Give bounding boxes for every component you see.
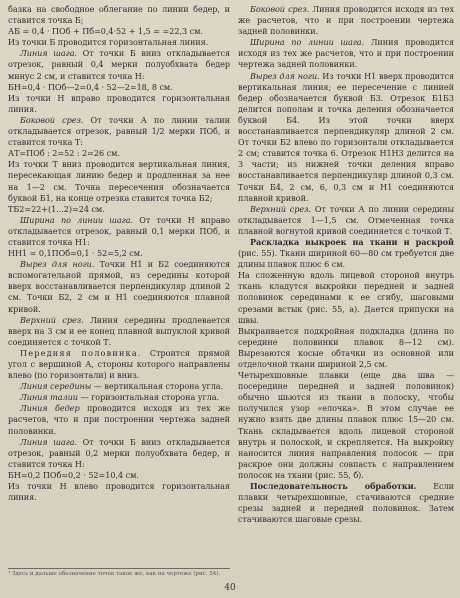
paragraph: Последовательность обработки. Если плавки четырехшовные, стачиваются средние срезы задней и передней половинок. Затем стачиваются шаговые срезы. [238,481,454,525]
paragraph: Ширина по линии шага. Линия проводится исходя из тех же расчетов, что и при построении чертежа задней половинки. [238,37,455,70]
paragraph: Верхний срез. От точки А по линии середины откладывается 1—1,5 см. Отмеченная точка плавной вогнутой кривой соединяется с точкой Т. [238,203,454,236]
left-column [8,4,230,503]
footnote: ¹ Здесь и дальше обозначение точек такое же, как на чертеже (рис. 54). [8,568,230,578]
paragraph: АБ = 0,4 · ПОб + Пб=0,4·52 + 1,5 = =22,3 см. [8,26,203,37]
paragraph-lead: Последовательность обработки. [250,481,417,492]
paragraph: Линия шага. От точки Б вниз откладывается отрезок, равный 0,4 мерки полуобхвата бедер минус 2 см, и ставится точка Н: [8,48,231,81]
paragraph-lead: Ширина по линии шага. [250,37,365,48]
paragraph: Линия талии — горизонтальная сторона угла. [20,392,220,403]
page-number: 40 [224,583,236,593]
paragraph-lead: Вырез для ноги. [250,70,320,81]
paragraph-lead: Линия шага. [20,436,77,447]
paragraph: Боковой срез. От точки А по линии талии откладывается отрезок, равный 1/2 мерки ПОб, и ставится точка Т: [8,114,230,148]
paragraph-lead: Верхний срез. [20,314,84,325]
paragraph: АТ=ПОб : 2=52 : 2=26 см. [8,148,120,159]
paragraph: БН=0,4 · ПОб—2=0,4 · 52—2=18, 8 см. [8,81,173,92]
paragraph: Линия середины — вертикальная сторона угла. [20,381,224,392]
paragraph: Передняя половинка. Строится прямой угол с вершиной А, стороны которого направлены влево (по горизонтали) и вниз. [8,347,230,381]
paragraph: Вырез для ноги. Из точки Н1 вверх проводится вертикальная линия; ее пересечение с линией бедер обозначается буквой Б3. Отрезок Б1Б3 делится пополам и точка деления обозначается буквой Б4. Из этой точки вверх восстанавливается перпендикуляр длиной 2 см. От точки Б2 влево по горизонтали откладывается 2 см; ставится точка 6. Отрезок Н1Н3 делится на 3 части; из нижней точки деления вправо восстанавливается перпендикуляр длиной 0,3 см. Точки Б4, 2 см, 6, 0,3 см и Н1 соединяются плавной кривой. [238,70,454,203]
paragraph: Линия бедер проводится исходя из тех же расчетов, что и при построении чертежа задней половинки. [8,403,230,436]
paragraph: На сложенную вдоль лицевой стороной внутрь ткань кладутся выкройки передней и задней половинок серединами к ее сгибу, шаговыми срезами встык (рис. 55, а). Дается припуски на швы. [238,270,454,325]
paragraph: Из точки Н вправо проводится горизонтальная линия. [8,92,230,114]
paragraph-lead: Линия середины [20,381,92,392]
paragraph-lead: Линия бедер [20,403,80,414]
paragraph-lead: Ширина по линии шага. [20,214,134,225]
paragraph-lead: Боковой срез. [20,114,84,125]
paragraph-lead: Линия шага. [20,48,77,59]
paragraph: Из точки Т вниз проводится вертикальная линия, пересекающая линию бедер и продленная за нее на 1—2 см. Точка пересечения обозначается буквой Б1, на конце отрезка ставится точка Б2; [8,159,230,203]
paragraph: Боковой срез. Линия проводится исходя из тех же расчетов, что и при построении чертежа задней половинки. [238,4,454,37]
paragraph: Вырез для ноги. Точки Н1 и Б2 соединяются вспомогательной прямой, из середины которой вверх восстанавливается перпендикуляр длиной 2 см. Точки Б2, 2 см и Н1 соединяются плавной кривой. [8,259,230,314]
paragraph-lead: Линия талии [20,392,78,403]
paragraph: Выкраивается подкройная подкладка (длина по середине половинки плавок 8—12 см). Вырезаются косые обтачки из основной или отделочной ткани шириной 2,5 см. [238,325,454,369]
paragraph: Ширина по линии шага. От точки Н вправо откладывается отрезок, равный 0,1 мерки ПОб, и ставится точка Н1: [8,214,230,247]
paragraph: Из точки Н влево проводится горизонтальная линия. [8,481,230,503]
paragraph: Верхний срез. Линия середины продлевается вверх на 3 см и ее конец плавной выпуклой кривой соединяется с точкой Т. [8,314,230,347]
paragraph: ТБ2=22+(1...2)=24 см. [8,203,105,214]
paragraph: Линия шага. От точки Б вниз откладывается отрезок, равный 0,2 мерки полуобхвата бедер, и ставится точка Н: [8,436,231,469]
paragraph: БН=0,2 ПОб=0,2 · 52=10,4 см. [8,469,139,480]
paragraph: Раскладка выкроек на ткани и раскрой (рис. 55). Ткани шириной 60—80 см требуется две длины плавок плюс 6 см. [238,236,454,270]
right-column [238,4,454,525]
paragraph-lead: Боковой срез. [250,4,310,14]
paragraph-lead: Раскладка выкроек на ткани и раскрой [250,236,454,247]
paragraph: базка на свободное облегание по линии бедер, и ставится точка Б; [8,4,230,26]
paragraph-lead: Вырез для ноги. [20,259,95,270]
paragraph: НН1 = 0,1ПОб=0,1 · 52=5,2 см. [8,248,143,259]
paragraph: Четырехшовные плавки (еще два шва — посередине передней и задней половинок) обычно шьются из ткани в полоску, чтобы получился узор «елочка». В этом случае ее нужно взять две длины плавок плюс 15—20 см. Ткань складывается вдоль лицевой стороной внутрь и полоской, и скрепляется. На выкройку наносится линия направления полосок — при раскрое они должны совпасть с направлением полосок на ткани (рис. 55, б). [238,370,454,480]
paragraph-lead: Верхний срез. [250,203,312,214]
paragraph-lead: Передняя половинка. [20,347,142,358]
paragraph: Из точки Б проводится горизонтальная линия. [8,37,209,48]
